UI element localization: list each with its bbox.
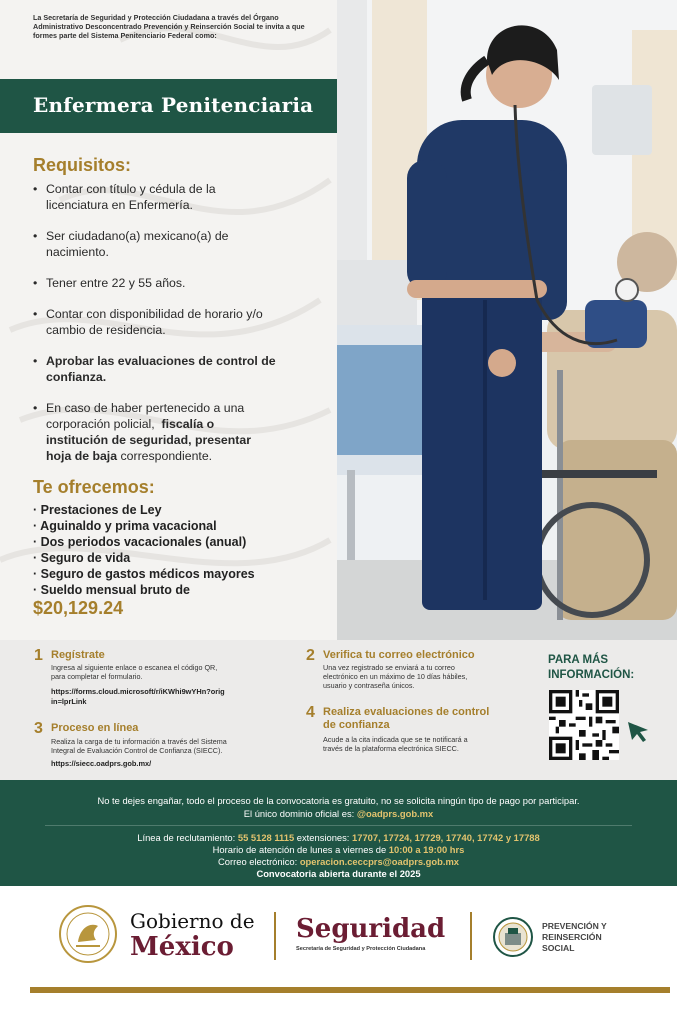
email-link[interactable]: operacion.ceccprs@oadprs.gob.mx	[299, 856, 459, 867]
list-item: · Aguinaldo y prima vacacional	[33, 519, 217, 533]
more-info-heading: PARA MÁS INFORMACIÓN:	[548, 654, 635, 681]
list-item: • En caso de haber pertenecido a una corporación policial, fiscalía o institución de seguridad, presentar hoja de baja correspondiente.	[33, 401, 251, 463]
step-description: Una vez registrado se enviará a tu correo	[323, 663, 455, 672]
requirements-list	[33, 181, 323, 479]
call-open-notice: Convocatoria abierta durante el 2025	[256, 868, 421, 879]
list-item: · Sueldo mensual bruto de	[33, 583, 190, 597]
title-band	[0, 79, 337, 133]
pointer-arrow-icon	[626, 718, 652, 744]
gobierno-mexico-logo: Gobierno de México	[130, 909, 255, 962]
list-item: · Prestaciones de Ley	[33, 503, 162, 517]
step-description: Ingresa al siguiente enlace o escanea el código QR,	[51, 663, 218, 672]
registration-link-cont[interactable]: in=lprLink	[51, 697, 87, 706]
divider	[45, 825, 632, 826]
qr-code[interactable]	[549, 690, 619, 760]
logo-divider	[470, 912, 472, 960]
official-domain: El único dominio oficial es: @oadprs.gob.mx	[243, 808, 434, 819]
step-description: usuario y contraseña únicos.	[323, 681, 415, 690]
step-title: Proceso en línea	[51, 722, 139, 734]
step-description: Integral de Evaluación Control de Confianza (SIECC).	[51, 746, 223, 755]
bottom-gold-bar	[30, 987, 670, 993]
salary-amount: $20,129.24	[33, 598, 124, 618]
step-number: 4	[306, 704, 315, 721]
step-title: Realiza evaluaciones de control	[323, 706, 490, 718]
intro-text: La Secretaría de Seguridad y Protección Ciudadana a través del Órgano Administrativo Desconcentrado Prevención y Reinserción Social te invita a que formes parte del Sistema Penitenciario Federal como:	[33, 13, 305, 40]
step-title: Verifica tu correo electrónico	[323, 649, 475, 661]
registration-link[interactable]: https://forms.cloud.microsoft/r/iKWhi9wYHn?orig	[51, 687, 225, 696]
requirements-heading: Requisitos:	[33, 155, 132, 175]
list-item: · Seguro de vida	[33, 551, 131, 565]
free-process-notice: No te dejes engañar, todo el proceso de la convocatoria es gratuito, no se solicita ningún tipo de pago por participar.	[97, 795, 580, 806]
list-item: • Contar con disponibilidad de horario y/o cambio de residencia.	[33, 307, 263, 337]
step-title: Regístrate	[51, 649, 105, 661]
prevencion-reinsercion-seal-icon	[493, 917, 533, 957]
step-description: través de la plataforma electrónica SIECC.	[323, 744, 459, 753]
list-item: · Dos periodos vacacionales (anual)	[33, 535, 247, 549]
seguridad-logo: Seguridad	[296, 914, 446, 944]
siecc-link[interactable]: https://siecc.oadprs.gob.mx/	[51, 759, 152, 768]
national-seal-icon	[58, 904, 118, 964]
nurse-photo	[337, 0, 677, 640]
step-number: 2	[306, 647, 315, 664]
step-number: 3	[34, 720, 43, 737]
list-item: • Aprobar las evaluaciones de control de confianza.	[33, 354, 276, 384]
step-description: Acude a la cita indicada que se te notificará a	[323, 735, 468, 744]
logo-divider	[274, 912, 276, 960]
contact-footer	[0, 780, 677, 886]
step-4	[306, 704, 536, 774]
recruitment-line: Línea de reclutamiento: 55 5128 1115 extensiones: 17707, 17724, 17729, 17740, 17742 y 17788	[137, 832, 540, 843]
offer-heading: Te ofrecemos:	[33, 477, 155, 497]
contact-email: Correo electrónico: operacion.ceccprs@oadprs.gob.mx	[218, 856, 459, 867]
step-description: Realiza la carga de tu información a través del Sistema	[51, 737, 227, 746]
step-1	[34, 647, 294, 707]
offer-list	[33, 502, 323, 598]
list-item: • Contar con título y cédula de la licenciatura en Enfermería.	[33, 182, 216, 212]
step-description: para completar el formulario.	[51, 672, 143, 681]
prevencion-reinsercion-text: PREVENCIÓN Y REINSERCIÓN SOCIAL	[542, 921, 607, 953]
step-number: 1	[34, 647, 43, 664]
info-panel	[0, 0, 337, 640]
page-title: Enfermera Penitenciaria	[33, 93, 314, 117]
step-3	[34, 720, 294, 775]
office-hours: Horario de atención de lunes a viernes de 10:00 a 19:00 hrs	[212, 844, 465, 855]
step-title-cont: de confianza	[323, 719, 390, 731]
list-item: • Tener entre 22 y 55 años.	[33, 276, 186, 290]
step-description: electrónico en un máximo de 10 días hábiles,	[323, 672, 468, 681]
list-item: · Seguro de gastos médicos mayores	[33, 567, 255, 581]
nurse-illustration	[337, 0, 677, 640]
seguridad-subtitle: Secretaría de Seguridad y Protección Ciudadana	[296, 946, 426, 952]
step-2	[306, 647, 536, 697]
list-item: • Ser ciudadano(a) mexicano(a) de nacimiento.	[33, 229, 229, 259]
